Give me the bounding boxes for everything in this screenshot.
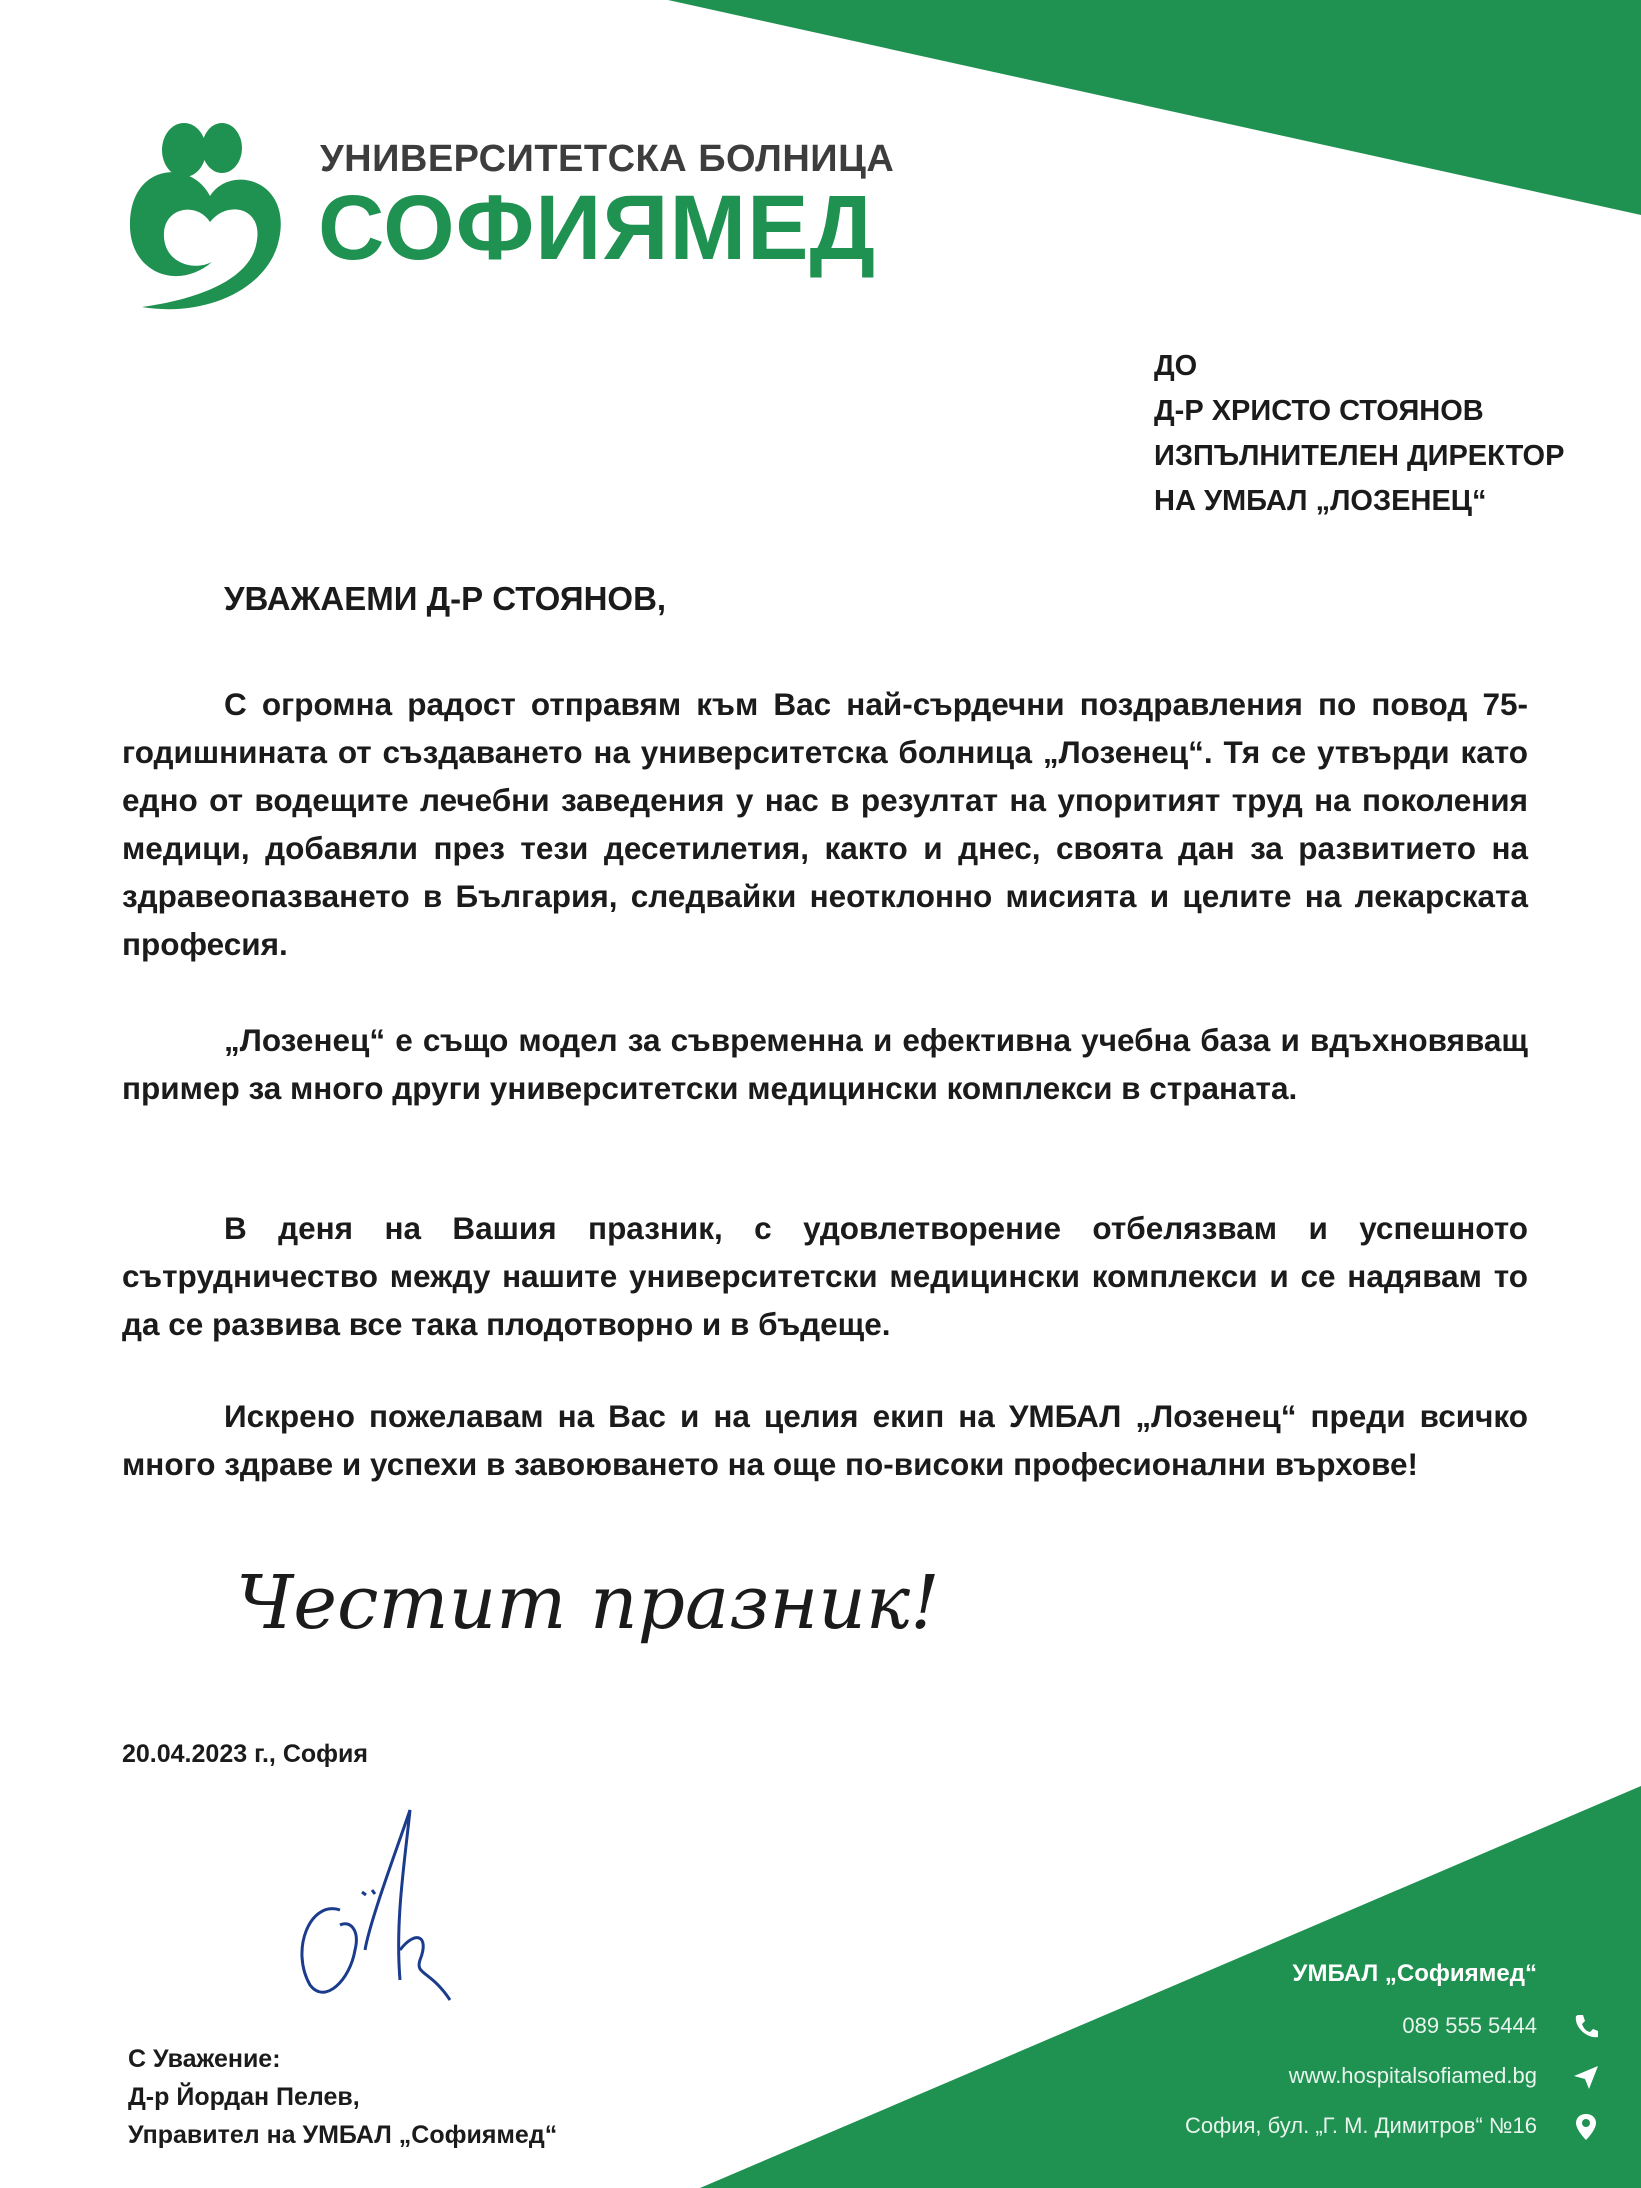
cheer-handwritten: Честит празник!	[236, 1560, 940, 1646]
footer-website-text: www.hospitalsofiamed.bg	[1288, 2063, 1537, 2088]
addressee-line: ИЗПЪЛНИТЕЛЕН ДИРЕКТОР	[1154, 440, 1565, 472]
footer-phone	[1185, 2006, 1537, 2056]
addressee-block	[1154, 344, 1574, 524]
logo-subtitle: УНИВЕРСИТЕТСКА БОЛНИЦА	[320, 138, 895, 180]
paragraph-4: Искрено пожелавам на Вас и на целия екип на УМБАЛ „Лозенец“ преди всичко много здраве и успехи в завоюването на още по-високи професионални върхове!	[122, 1398, 1528, 1482]
paragraph-1: С огромна радост отправям към Вас най-сърдечни поздравления по повод 75-годишнината от създаването на университетска болница „Лозенец“. Тя се утвърди като едно от водещите лечебни заведения у нас в резултат на упоритият труд на поколения медици, добавяли през тези десетилетия, както и днес, своята дан за развитието на здравеопазването в България, следвайки неотклонно мисията и целите на лекарската професия.	[122, 686, 1528, 962]
hospital-logo	[122, 122, 895, 322]
send-icon	[1571, 2062, 1601, 2092]
closing-block	[128, 2040, 557, 2154]
addressee-line: НА УМБАЛ „ЛОЗЕНЕЦ“	[1154, 485, 1487, 517]
logo-name: СОФИЯМЕД	[318, 177, 877, 279]
paragraph-3: В деня на Вашия празник, с удовлетворение отбелязвам и успешното сътрудничество между нашите университетски медицински комплекси и се надявам то да се развива все така плодотворно и в бъдеще.	[122, 1210, 1528, 1342]
greeting: УВАЖАЕМИ Д-Р СТОЯНОВ,	[224, 580, 667, 617]
footer-phone-text: 089 555 5444	[1402, 2013, 1537, 2038]
sofiamed-heart-logo-icon	[122, 122, 292, 322]
paragraph-2: „Лозенец“ е също модел за съвременна и ефективна учебна база и вдъхновяващ пример за много други университетски медицински комплекси в страната.	[122, 1022, 1528, 1106]
footer-contacts	[1185, 1960, 1537, 2156]
closing-line: Д-р Йордан Пелев,	[128, 2083, 360, 2111]
footer-website	[1185, 2056, 1537, 2106]
closing-line: Управител на УМБАЛ „Софиямед“	[128, 2121, 558, 2149]
signature-icon	[280, 1800, 510, 2030]
footer-hospital-name: УМБАЛ „Софиямед“	[1292, 1960, 1537, 1987]
footer-address	[1185, 2106, 1537, 2156]
letter-date: 20.04.2023 г., София	[122, 1740, 368, 1768]
addressee-line: ДО	[1154, 350, 1198, 382]
footer-address-text: София, бул. „Г. М. Димитров“ №16	[1184, 2113, 1537, 2138]
location-pin-icon	[1571, 2112, 1601, 2142]
addressee-line: Д-Р ХРИСТО СТОЯНОВ	[1154, 395, 1484, 427]
phone-icon	[1571, 2012, 1601, 2042]
closing-line: С Уважение:	[128, 2045, 281, 2073]
